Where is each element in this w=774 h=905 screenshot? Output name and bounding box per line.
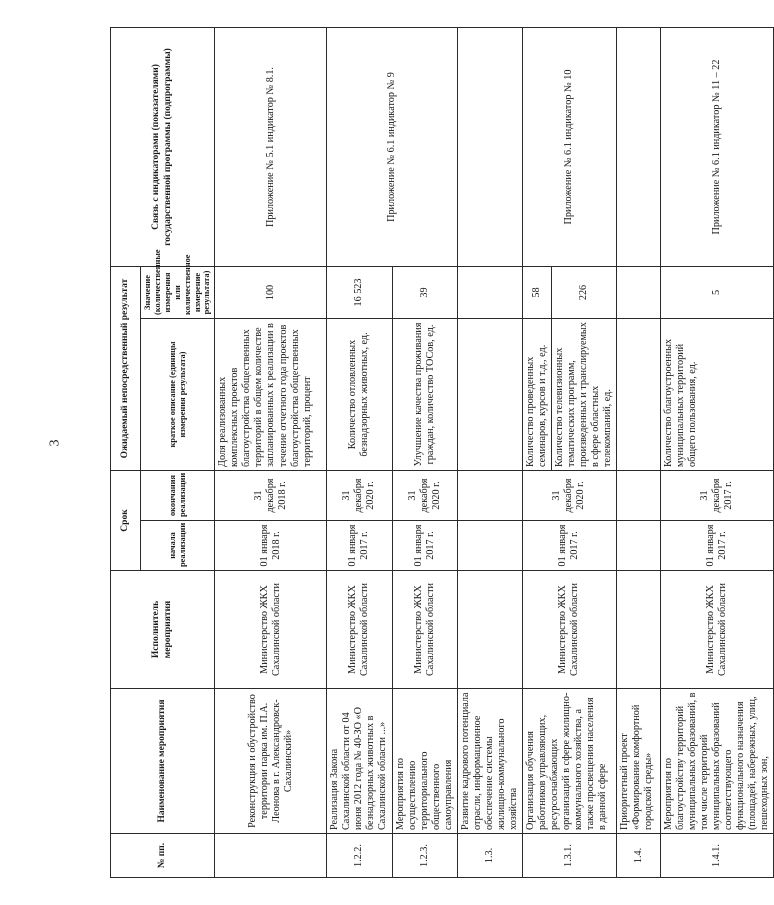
header-term-end: окончания реализации [141, 471, 215, 521]
cell-link [617, 28, 661, 267]
cell-desc: Количество благоустроенных муниципальных территорий общего пользования, ед. [661, 319, 774, 471]
cell-executor: Министерство ЖКХ Сахалинской области [661, 571, 774, 689]
cell-end: 31 декабря 2020 г. [392, 471, 457, 521]
cell-num [215, 834, 327, 878]
cell-end: 31 декабря 2018 г. [215, 471, 327, 521]
cell-value: 100 [215, 267, 327, 319]
header-term-start: начала реализации [141, 521, 215, 571]
cell-value: 226 [551, 267, 616, 319]
table-row [617, 28, 661, 878]
page-number: 3 [47, 439, 63, 447]
cell-num: 1.4. [617, 834, 661, 878]
header-name: Наименование мероприятия [111, 689, 215, 834]
cell-start: 01 января 2017 г. [661, 521, 774, 571]
table-row [457, 28, 522, 878]
measures-table [110, 27, 774, 878]
cell-desc [617, 319, 661, 471]
cell-end [457, 471, 522, 521]
cell-link [457, 28, 522, 267]
cell-desc: Улучшение качества проживания граждан, количество ТОСов, ед. [392, 319, 457, 471]
cell-name: Мероприятия по благоустройству территорий муниципальных образований, в том числе территорий муниципальных образований соответствующего функционального назначения (площадей, набережных, улиц, пешеходных зон, [661, 689, 774, 834]
cell-start [457, 521, 522, 571]
cell-value [457, 267, 522, 319]
cell-num: 1.2.3. [392, 834, 457, 878]
cell-executor: Министерство ЖКХ Сахалинской области [522, 571, 616, 689]
cell-start: 01 января 2017 г. [327, 521, 392, 571]
cell-name: Организация обучения работников управляющих, ресурсоснабжающих организаций в сфере жилищно-коммунального хозяйства, а также просвещения населения в данной сфере [522, 689, 616, 834]
cell-start [617, 521, 661, 571]
cell-num: 1.3. [457, 834, 522, 878]
header-row-1 [111, 28, 141, 878]
cell-num: 1.4.1. [661, 834, 774, 878]
cell-end: 31 декабря 2020 г. [522, 471, 616, 521]
cell-end: 31 декабря 2020 г. [327, 471, 392, 521]
cell-value: 39 [392, 267, 457, 319]
cell-executor: Министерство ЖКХ Сахалинской области [392, 571, 457, 689]
header-link: Связь с индикаторами (показателями) государственной программы (подпрограммы) [111, 28, 215, 267]
cell-executor: Министерство ЖКХ Сахалинской области [327, 571, 392, 689]
cell-name: Реализация Закона Сахалинской области от 04 июня 2012 года № 40-ЗО «О безнадзорных животных в Сахалинской области ...» [327, 689, 392, 834]
cell-start: 01 января 2017 г. [522, 521, 616, 571]
cell-name: Развитие кадрового потенциала отрасли, информационное обеспечение системы жилищно-коммунального хозяйства [457, 689, 522, 834]
cell-end [617, 471, 661, 521]
cell-executor [617, 571, 661, 689]
header-executor: Исполнитель мероприятия [111, 571, 215, 689]
table-row [661, 28, 774, 878]
cell-name: Приоритетный проект «Формирование комфортной городской среды» [617, 689, 661, 834]
header-num: № пп. [111, 834, 215, 878]
rotated-table-wrapper [110, 28, 771, 878]
cell-value: 5 [661, 267, 774, 319]
cell-value: 16 523 [327, 267, 392, 319]
cell-value [617, 267, 661, 319]
header-result-value: Значение (количественные измерения или количественное измерение результата) [141, 267, 215, 319]
cell-end: 31 декабря 2017 г. [661, 471, 774, 521]
header-result: Ожидаемый непосредственный результат [111, 267, 141, 471]
cell-desc: Количество телевизионных тематических программ, произведенных и транслируемых в сфере областных телекомпаний, ед. [551, 319, 616, 471]
cell-link: Приложение № 5.1 индикатор № 8.1. [215, 28, 327, 267]
cell-link: Приложение № 6.1 индикатор № 11 – 22 [661, 28, 774, 267]
cell-link: Приложение № 6.1 индикатор № 10 [522, 28, 616, 267]
header-term: Срок [111, 471, 141, 571]
cell-desc: Количество проведенных семинаров, курсов и т.д., ед. [522, 319, 551, 471]
cell-executor [457, 571, 522, 689]
cell-start: 01 января 2017 г. [392, 521, 457, 571]
cell-desc [457, 319, 522, 471]
cell-link: Приложение № 6.1 индикатор № 9 [327, 28, 457, 267]
header-result-desc: краткое описание (единицы измерения результата) [141, 319, 215, 471]
cell-num: 1.3.1. [522, 834, 616, 878]
cell-desc: Доля реализованных комплексных проектов благоустройства общественных территорий в общем количестве запланированных к реализации в течение отчетного года проектов благоустройства общественных территорий, процент [215, 319, 327, 471]
cell-num: 1.2.2. [327, 834, 392, 878]
table-row [215, 28, 327, 878]
cell-name: Реконструкция и обустройство территории парка им. П.А. Леонова в г. Александровск-Сахалинский» [215, 689, 327, 834]
cell-desc: Количество отловленных безнадзорных животных, ед. [327, 319, 392, 471]
table-row [522, 28, 551, 878]
cell-name: Мероприятия по осуществлению территориального общественного самоуправления [392, 689, 457, 834]
table-row [327, 28, 392, 878]
cell-executor: Министерство ЖКХ Сахалинской области [215, 571, 327, 689]
cell-start: 01 января 2018 г. [215, 521, 327, 571]
cell-value: 58 [522, 267, 551, 319]
